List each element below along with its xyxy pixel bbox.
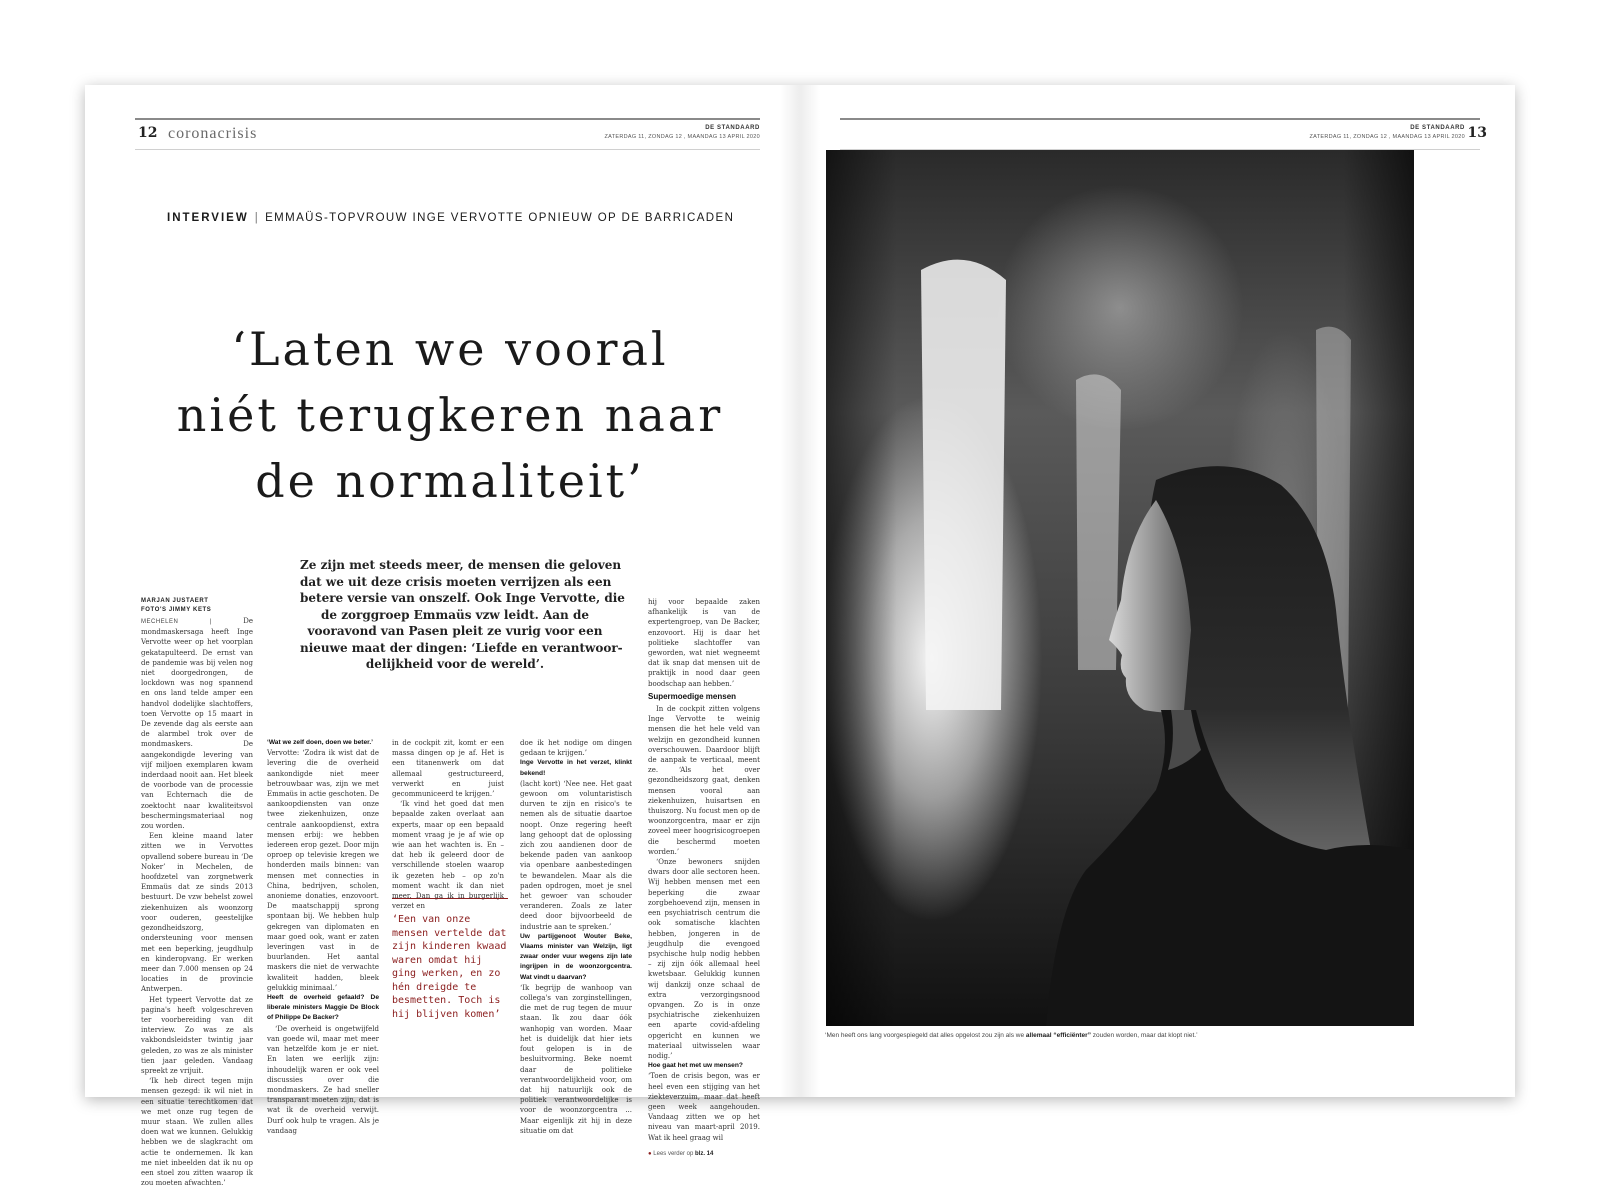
headline-line: niét terugkeren naar xyxy=(176,387,724,442)
running-head-rule-thin xyxy=(135,149,760,150)
pull-quote xyxy=(392,898,508,1021)
page-number-right: 13 xyxy=(1467,125,1487,141)
portrait-silhouette xyxy=(826,150,1414,1026)
interview-question: Inge Vervotte in het verzet, klinkt bekend! xyxy=(520,759,632,777)
text-column-3 xyxy=(392,738,504,911)
caption-text: ‘Men heeft ons lang voorgespiegeld dat alles opgelost zou zijn als we xyxy=(825,1032,1025,1039)
dateline: MECHELEN | xyxy=(141,619,212,625)
paragraph: In de cockpit zitten volgens Inge Vervotte te weinig mensen die het hele veld van welzijn en gezondheid kunnen overschouwen. Daardoor blijft de aanpak te verticaal, meent ze. ‘Als het over gezondheidszorg gaat, denken mensen vooral aan ziekenhuizen, huisartsen en thuiszorg. Nu focust men op de woonzorgcentra, maar er zijn zoveel meer hoogrisicogroepen die beschermd moeten worden.’ xyxy=(648,705,760,856)
paper-name-left: DE STANDAARD xyxy=(705,125,760,131)
paragraph: Een kleine maand later zitten we in Vervottes opvallend sobere bureau in ‘De Noker’ in Mechelen, de hoofdzetel van zorgnetwerk Emmaüs dat ze sinds 2013 bestuurt. De vzw behelst zowel ziekenhuizen als woonzorg voor ouderen, geestelijke gezondheidszorg, ondersteuning voor mensen met een beperking, jeugdhulp en kinderopvang. Er werken meer dan 7.000 mensen op 24 locaties in de provincie Antwerpen. xyxy=(141,832,253,994)
paragraph: in de cockpit zit, komt er een massa dingen op je af. Het is een titanenwerk om dat allemaal gestructureerd, verwerkt en juist gecommuniceerd te krijgen.’ xyxy=(392,739,504,799)
caption-text-end: zouden worden, maar dat klopt niet.’ xyxy=(1092,1032,1198,1039)
paper-date-left: ZATERDAG 11, ZONDAG 12 , MAANDAG 13 APRIL 2020 xyxy=(604,134,760,140)
interview-question: ‘Wat we zelf doen, doen we beter.’ xyxy=(267,739,374,746)
pull-quote-line: hén dreigde te xyxy=(392,981,477,993)
running-head-rule-right xyxy=(840,118,1480,120)
paragraph: ‘Ik begrijp de wanhoop van collega's van zorginstellingen, die met de rug tegen de muur staan. Ik zou daar óók wanhopig van worden. Maar het is duidelijk dat hier iets fout gelopen is in de besluitvorming. Beke noemt daar de politieke verantwoordelijkheid voor, om dat hij natuurlijk ook de politiek verantwoordelijke is voor de woonzorgcentra ... Maar eigenlijk zit hij in deze situatie om dat xyxy=(520,983,632,1135)
paragraph: Vervotte: ‘Zodra ik wist dat de levering die de overheid aankondigde niet meer betrouwbaar was, zijn we met Emmaüs in actie geschoten. De aankoopdiensten van onze twee ziekenhuizen, onze centrale aankoopdienst, extra mensen erbij: we hebben iedereen erop gezet. Door mijn oproep op televisie kregen we honderden mails binnen: van mensen met connecties in China, bedrijven, scholen, anonieme donaties, enzovoort. De maatschappij sprong spontaan bij. We hebben hulp gekregen van diplomaten en maar goed ook, want er zaten leveringen vast in de buurlanden. Het aantal maskers die niet de verwachte kwaliteit hadden, bleek gelukkig minimaal.’ xyxy=(267,749,379,992)
intro-line: de zorggroep Emmaüs vzw leidt. Aan de xyxy=(321,607,589,622)
byline-author: MARJAN JUSTAERT xyxy=(141,598,209,604)
headline-line: de normaliteit’ xyxy=(255,453,645,508)
headline xyxy=(140,316,760,514)
paragraph: hij voor bepaalde zaken afhankelijk is van de expertengroep, van De Backer, enzovoort. Hij is daar het politieke slachtoffer van geworden, wat niet wegneemt dat ik snap dat mensen uit de praktijk in nood daar geen boodschap aan hebben.’ xyxy=(648,598,760,688)
page-number-left: 12 xyxy=(138,125,158,141)
kicker-text: EMMAÜS-TOPVROUW INGE VERVOTTE OPNIEUW OP DE BARRICADEN xyxy=(265,212,735,224)
paragraph: doe ik het nodige om dingen gedaan te krijgen.’ xyxy=(520,739,632,758)
paragraph: MECHELEN | De mondmaskersaga heeft Inge Vervotte weer op het voorplan gekatapulteerd. De ernst van de pandemie was bij velen nog niet doorgedrongen, de lockdown was nog spannend en ons land telde amper een handvol dodelijke slachtoffers, toen Vervotte op 15 maart in De zevende dag als eerste aan de alarmbel trok over de mondmaskers. De aangekondigde levering van vijf miljoen exemplaren kwam inderdaad nooit aan. Het bleek de voorbode van de processie van Echternach die de zoektocht naar kwaliteitsvol beschermingsmateriaal nog zou worden. xyxy=(141,617,253,831)
pull-quote-line: zijn kinderen kwaad xyxy=(392,941,507,952)
byline-photos: FOTO'S JIMMY KETS xyxy=(141,607,212,613)
paragraph: ‘Toen de crisis begon, was er heel even een stijging van het ziekteverzuim, maar dat heeft geen week aangehouden. Vandaag zitten we op het niveau van maart-april 2019. Wat ik heel graag wil xyxy=(648,1072,760,1142)
interview-question: Uw partijgenoot Wouter Beke, Vlaams minister van Welzijn, ligt zwaar onder vuur wegens zijn late ingrijpen in de woonzorgcentra. Wat vindt u daarvan? xyxy=(520,932,632,981)
intro-line: dat we uit deze crisis moeten verrijzen als een xyxy=(300,574,612,589)
pull-quote-line: besmetten. Toch is xyxy=(392,995,501,1006)
interview-question: Hoe gaat het met uw mensen? xyxy=(648,1062,743,1070)
paper-date-right: ZATERDAG 11, ZONDAG 12 , MAANDAG 13 APRIL 2020 xyxy=(1309,134,1465,140)
photo-caption xyxy=(825,1032,1198,1039)
intro-line: nieuwe maat der dingen: ‘Liefde en verantwoor- xyxy=(300,640,623,655)
text-column-4 xyxy=(520,738,632,1135)
text-column-1 xyxy=(141,616,253,1188)
intro-line: vooravond van Pasen pleit ze vurig voor een xyxy=(307,624,603,638)
portrait-photo xyxy=(826,150,1414,1026)
section-label: coronacrisis xyxy=(168,125,258,142)
kicker xyxy=(167,212,734,224)
paragraph: ‘Ik heb direct tegen mijn mensen gezegd: ik wil niet in een situatie terechtkomen dat we met onze rug tegen de muur staan. We zullen alles doen wat we kunnen. Gelukkig hebben we de slagkracht om actie te ondernemen. Ik kan me niet inbeelden dat ik nu op een stoel zou zitten waarop ik zou moeten afwachten.’ xyxy=(141,1077,253,1188)
paragraph: ‘Ik vind het goed dat men bepaalde zaken overlaat aan experts, maar op een bepaald moment vraag je je af wie op wie aan het wachten is. En – dat heb ik geleerd door de verschillende stoelen waarop ik gezeten heb – op zo'n moment wacht ik dan niet meer. Dan ga ik in burgerlijk verzet en xyxy=(392,800,504,911)
kicker-label: INTERVIEW xyxy=(167,212,249,224)
pull-quote-line: waren omdat hij xyxy=(392,954,483,966)
pull-quote-line: ‘Een van onze xyxy=(392,914,471,925)
caption-bold: allemaal “efficiënter” xyxy=(1025,1032,1091,1039)
text-column-5 xyxy=(648,597,760,1157)
running-head-rule xyxy=(135,118,760,120)
paragraph: ‘Onze bewoners snijden dwars door alle sectoren heen. Wij hebben mensen met een beperking die zwaar zorgbehoevend zijn, mensen in een psychiatrisch centrum die ook somatische klachten hebben, jongeren in de jeugdhulp die evengoed psychische hulp nodig hebben – zij zijn óók allemaal heel kwetsbaar. Gelukkig kunnen wij dankzij onze schaal de extra verzorgingsnood opvangen. Zo is in onze psychiatrische ziekenhuizen een aparte covid-afdeling opgericht en kunnen we materiaal uitwisselen waar nodig.’ xyxy=(648,858,760,1060)
text-column-2 xyxy=(267,738,379,1135)
pull-quote-line: mensen vertelde dat xyxy=(392,927,507,939)
headline-line: ‘Laten we vooral xyxy=(231,321,669,376)
interview-question: Heeft de overheid gefaald? De liberale ministers Maggie De Block of Philippe De Backer? xyxy=(267,994,379,1022)
intro-line: betere versie van onszelf. Ook Inge Vervotte, die xyxy=(300,591,625,605)
pull-quote-line: ging werken, en zo xyxy=(392,968,501,979)
intro-paragraph xyxy=(300,557,625,673)
subheading: Supermoedige mensen xyxy=(648,691,737,701)
byline xyxy=(141,597,211,615)
paper-name-right: DE STANDAARD xyxy=(1410,125,1465,131)
continue-reading[interactable]: ● Lees verder op blz. 14 xyxy=(648,1150,714,1157)
kicker-separator: | xyxy=(254,212,260,224)
pull-quote-line: hij blijven komen’ xyxy=(392,1008,501,1020)
bullet-icon: ● xyxy=(648,1150,652,1157)
paragraph: ‘De overheid is ongetwijfeld van goede wil, maar met meer van hetzelfde kom je er niet. En laten we eerlijk zijn: inhoudelijk waren er ook veel discussies over die mondmaskers. Ze had sneller transparant moeten zijn, dat is wat ik de overheid verwijt. Durf ook hulp te vragen. Als je vandaag xyxy=(267,1024,379,1135)
intro-line: delijkheid voor de wereld’. xyxy=(365,657,545,671)
paragraph: (lacht kort) ‘Nee nee. Het gaat gewoon om voluntaristisch durven te zijn en risico's te nemen als de situatie daartoe noopt. Onze regering heeft lang gehoopt dat de oplossing zich zou aandienen door de bekende paden van aankoop via openbare aanbestedingen te bewandelen. Maar als die paden opdrogen, moet je snel het gewoer van schouder veranderen. Zoals ze later deed door bijvoorbeeld de industrie aan te spreken.’ xyxy=(520,779,632,931)
intro-line: Ze zijn met steeds meer, de mensen die geloven xyxy=(300,558,622,572)
paragraph: Het typeert Vervotte dat ze pagina's heeft volgeschreven ter voorbereiding van dit interview. Zo was ze als vakbondsleidster twintig jaar geleden, zo was ze als minister tien jaar geleden. Vandaag spreekt ze vrijuit. xyxy=(141,995,253,1075)
